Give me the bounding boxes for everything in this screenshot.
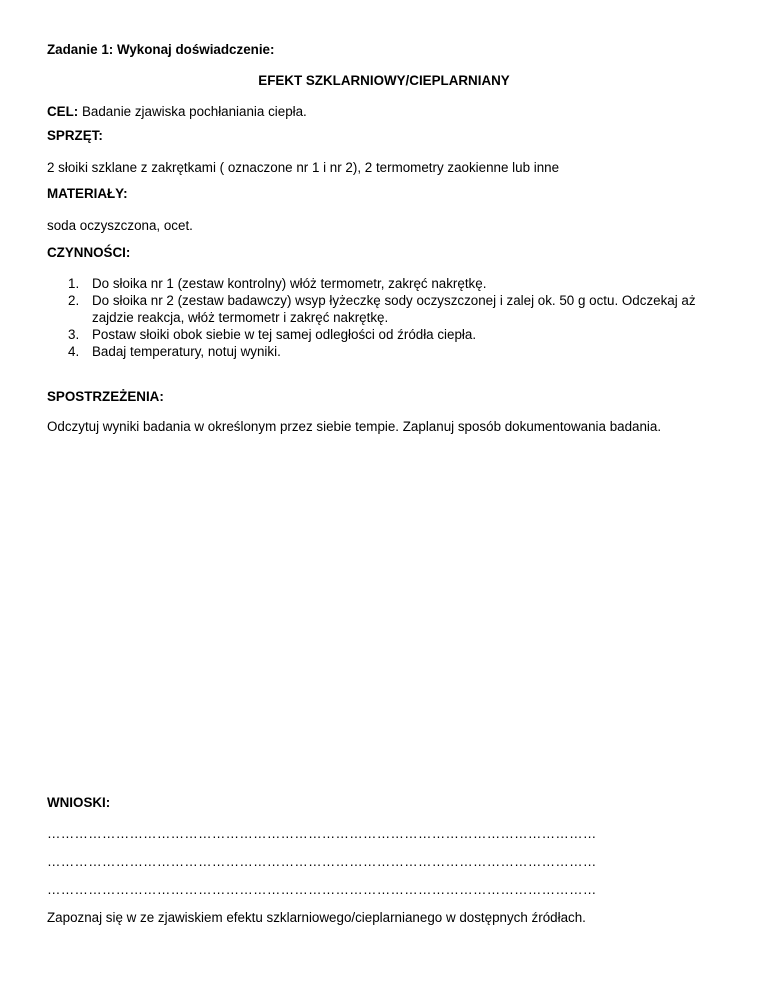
observations-label: SPOSTRZEŻENIA: bbox=[47, 389, 164, 404]
step-number: 1. bbox=[68, 276, 80, 291]
footer-text: Zapoznaj się w ze zjawiskiem efektu szklarniowego/cieplarnianego w dostępnych źródłach. bbox=[47, 910, 586, 925]
step-text: Badaj temperatury, notuj wyniki. bbox=[92, 344, 281, 359]
step-text: Do słoika nr 2 (zestaw badawczy) wsyp łyżeczkę sody oczyszczonej i zalej ok. 50 g octu. Odczekaj aż zajdzie reakcja, włóż termometr i zakręć nakrętkę. bbox=[92, 293, 696, 325]
steps-label: CZYNNOŚCI: bbox=[47, 245, 131, 260]
answer-line: ………………………………………………………………………………………………………… bbox=[47, 854, 597, 869]
materials-text: soda oczyszczona, ocet. bbox=[47, 218, 193, 233]
step-number: 4. bbox=[68, 344, 80, 359]
steps-list bbox=[47, 275, 737, 360]
list-item bbox=[47, 292, 737, 326]
goal-line bbox=[47, 104, 307, 120]
step-text: Do słoika nr 1 (zestaw kontrolny) włóż termometr, zakręć nakrętkę. bbox=[92, 276, 487, 291]
observations-text: Odczytuj wyniki badania w określonym przez siebie tempie. Zaplanuj sposób dokumentowania badania. bbox=[47, 419, 662, 434]
conclusions-label: WNIOSKI: bbox=[47, 795, 111, 810]
list-item bbox=[47, 275, 737, 292]
answer-line: ………………………………………………………………………………………………………… bbox=[47, 826, 597, 841]
list-item bbox=[47, 343, 737, 360]
step-number: 2. bbox=[68, 293, 80, 308]
materials-label: MATERIAŁY: bbox=[47, 186, 128, 201]
equipment-text: 2 słoiki szklane z zakrętkami ( oznaczone nr 1 i nr 2), 2 termometry zaokienne lub inne bbox=[47, 160, 560, 175]
equipment-label: SPRZĘT: bbox=[47, 128, 103, 143]
step-number: 3. bbox=[68, 327, 80, 342]
step-text: Postaw słoiki obok siebie w tej samej odległości od źródła ciepła. bbox=[92, 327, 477, 342]
goal-label: CEL: bbox=[47, 104, 79, 119]
task-title: Zadanie 1: Wykonaj doświadczenie: bbox=[47, 42, 275, 57]
goal-text: Badanie zjawiska pochłaniania ciepła. bbox=[78, 104, 307, 119]
answer-line: ………………………………………………………………………………………………………… bbox=[47, 882, 597, 897]
experiment-title: EFEKT SZKLARNIOWY/CIEPLARNIANY bbox=[258, 73, 510, 88]
list-item bbox=[47, 326, 737, 343]
